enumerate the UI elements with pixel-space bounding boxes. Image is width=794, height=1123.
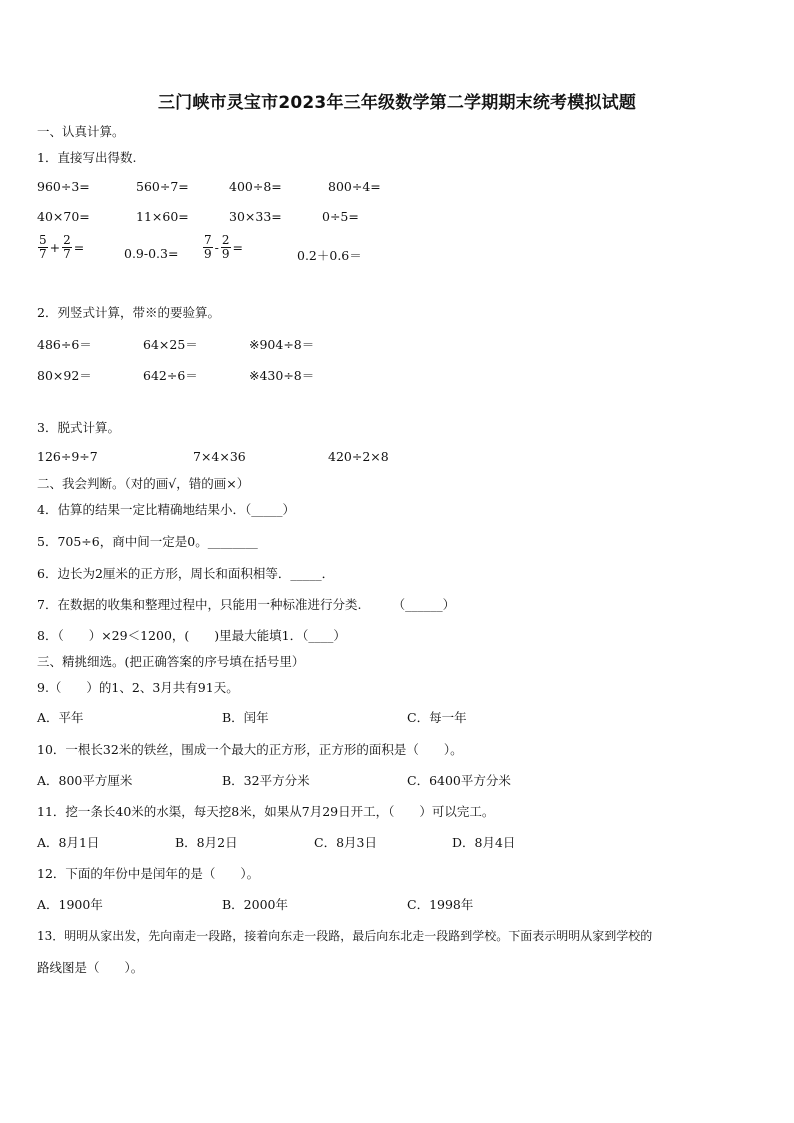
numerator: 2 — [221, 233, 230, 247]
option-b: B．2000年 — [222, 897, 288, 912]
option-b: B．32平方分米 — [222, 773, 310, 788]
fraction — [38, 234, 48, 261]
option-a: A．平年 — [37, 710, 84, 725]
q1-expr: 0.9-0.3= — [124, 246, 179, 261]
q2-expr: ※430÷8＝ — [249, 368, 315, 383]
fraction-expression — [203, 234, 243, 261]
q1-expr: 40×70= — [37, 209, 90, 224]
q3-expr: 126÷9÷7 — [37, 449, 98, 464]
page-title: 三门峡市灵宝市2023年三年级数学第二学期期末统考模拟试题 — [157, 93, 637, 113]
question-13-stem-line2: 路线图是（ ）。 — [37, 960, 144, 975]
q1-expr: 11×60= — [136, 209, 189, 224]
question-13-stem-line1: 13．明明从家出发，先向南走一段路，接着向东走一段路，最后向东北走一段路到学校。下面表示明明从家到学校的 — [37, 929, 653, 943]
q1-expr: 30×33= — [229, 209, 282, 224]
denominator: 7 — [39, 247, 47, 261]
q1-expr: 0÷5= — [322, 209, 359, 224]
question-2-label: 2．列竖式计算，带※的要验算。 — [37, 305, 220, 320]
q3-expr: 420÷2×8 — [328, 449, 389, 464]
denominator: 9 — [221, 247, 230, 261]
question-7: 7．在数据的收集和整理过程中，只能用一种标准进行分类. （______） — [37, 597, 456, 612]
fraction — [221, 234, 231, 261]
q1-expr: 800÷4= — [328, 179, 381, 194]
option-d: D．8月4日 — [452, 835, 516, 850]
section-heading-1: 一、认真计算。 — [37, 124, 125, 139]
denominator: 7 — [63, 247, 71, 261]
option-c: C．1998年 — [407, 897, 474, 912]
q1-expr: 0.2＋0.6＝ — [297, 248, 362, 263]
option-a: A．800平方厘米 — [37, 773, 133, 788]
denominator: 9 — [204, 247, 212, 261]
question-12-stem: 12．下面的年份中是闰年的是（ ）。 — [37, 866, 260, 881]
numerator: 7 — [204, 233, 212, 247]
q3-expr: 7×4×36 — [193, 449, 246, 464]
option-c: C．6400平方分米 — [407, 773, 511, 788]
equals-sign: = — [73, 240, 85, 255]
q2-expr: 486÷6＝ — [37, 337, 92, 352]
operator: + — [49, 240, 61, 255]
question-3-label: 3．脱式计算。 — [37, 420, 120, 435]
fraction-expression — [38, 234, 84, 261]
q2-expr: ※904÷8＝ — [249, 337, 315, 352]
q1-expr: 960÷3= — [37, 179, 90, 194]
question-1-label: 1．直接写出得数. — [37, 150, 137, 165]
question-9-stem: 9.（ ）的1、2、3月共有91天。 — [37, 680, 239, 695]
operator: - — [214, 240, 219, 255]
equals-sign: = — [232, 240, 243, 255]
fraction — [203, 234, 213, 261]
question-5: 5．705÷6，商中间一定是0。________ — [37, 534, 258, 549]
question-10-stem: 10．一根长32米的铁丝，围成一个最大的正方形，正方形的面积是（ ）。 — [37, 742, 463, 757]
question-6: 6．边长为2厘米的正方形，周长和面积相等．_____． — [37, 566, 335, 581]
q2-expr: 80×92＝ — [37, 368, 92, 383]
q1-expr: 400÷8= — [229, 179, 282, 194]
option-b: B．8月2日 — [175, 835, 238, 850]
section-heading-3: 三、精挑细选。(把正确答案的序号填在括号里） — [37, 654, 305, 669]
section-heading-2: 二、我会判断。（对的画√，错的画×） — [37, 476, 250, 491]
numerator: 2 — [63, 233, 71, 247]
question-4: 4．估算的结果一定比精确地结果小．（_____） — [37, 502, 295, 517]
q2-expr: 642÷6＝ — [143, 368, 198, 383]
option-a: A．1900年 — [37, 897, 103, 912]
fraction — [62, 234, 72, 261]
option-c: C．每一年 — [407, 710, 467, 725]
q2-expr: 64×25＝ — [143, 337, 198, 352]
numerator: 5 — [39, 233, 47, 247]
option-c: C．8月3日 — [314, 835, 377, 850]
option-b: B．闰年 — [222, 710, 269, 725]
question-11-stem: 11．挖一条长40米的水渠，每天挖8米，如果从7月29日开工，（ ）可以完工。 — [37, 804, 495, 819]
option-a: A．8月1日 — [37, 835, 100, 850]
question-8: 8．（ ）×29＜1200，( )里最大能填1．（____） — [37, 628, 346, 643]
q1-expr: 560÷7= — [136, 179, 189, 194]
